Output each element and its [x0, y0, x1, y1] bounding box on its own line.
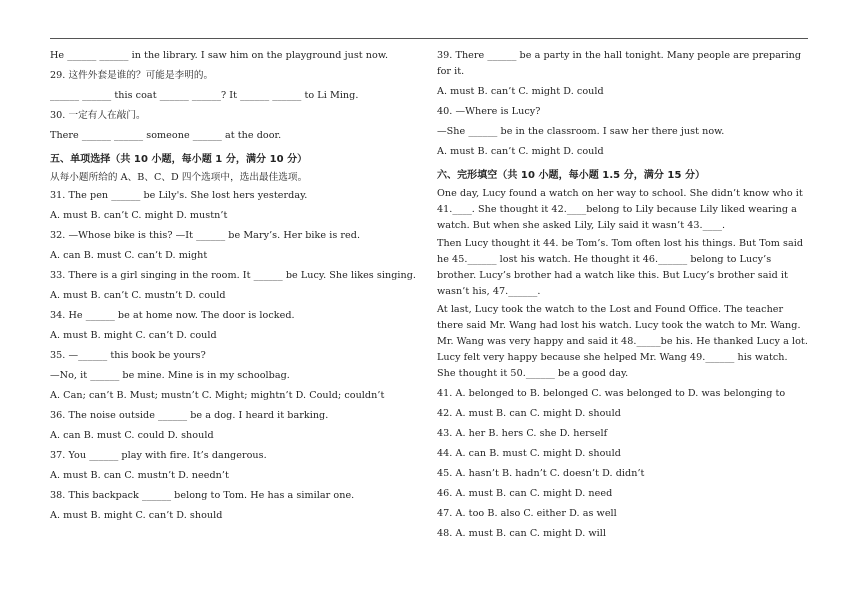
text-line: A. must B. can C. mustn’t D. needn’t — [50, 470, 229, 481]
section-heading: 五、单项选择（共 10 小题，每小题 1 分，满分 10 分） — [50, 154, 308, 165]
text-line: 34. He ______ be at home now. The door is locked. — [50, 310, 295, 321]
text-line: A. must B. can’t C. might D. could — [437, 86, 604, 97]
text-line: ______ ______ this coat ______ ______? It ______ ______ to Li Ming. — [50, 90, 359, 101]
text-line: 40. —Where is Lucy? — [437, 106, 541, 117]
text-line: 47. A. too B. also C. either D. as well — [437, 508, 617, 519]
text-line: At last, Lucy took the watch to the Lost and Found Office. The teacher there said Mr. Wang had lost his watch. Lucy took the watch to Mr. Wang. Mr. Wang was very happy and said it 48._____be his. He thanked Lucy a lot. Lucy felt very happy because she helped Mr. Wang 49.______ his watch. She thought it 50.______ be a good day. — [437, 304, 808, 379]
text-line: 43. A. her B. hers C. she D. herself — [437, 428, 608, 439]
header-rule — [50, 38, 808, 39]
right-column — [437, 48, 809, 542]
text-line: A. Can; can’t B. Must; mustn’t C. Might; mightn’t D. Could; couldn’t — [50, 390, 385, 401]
text-line: A. can B. must C. can’t D. might — [50, 250, 208, 261]
text-line: A. must B. can’t C. might D. mustn’t — [50, 210, 228, 221]
text-line: 39. There ______ be a party in the hall tonight. Many people are preparing for it. — [437, 50, 802, 77]
text-line: A. can B. must C. could D. should — [50, 430, 214, 441]
text-line: 48. A. must B. can C. might D. will — [437, 528, 607, 539]
text-line: 46. A. must B. can C. might D. need — [437, 488, 613, 499]
text-line: 31. The pen ______ be Lily's. She lost hers yesterday. — [50, 190, 308, 201]
text-line: 45. A. hasn’t B. hadn’t C. doesn’t D. didn’t — [437, 468, 645, 479]
text-line: 38. This backpack ______ belong to Tom. He has a similar one. — [50, 490, 355, 501]
text-line: One day, Lucy found a watch on her way to school. She didn’t know who it 41.____. She thought it 42.____belong to Lily because Lily liked wearing a watch. But when she asked Lily, Lily said it wasn’t 43.____. — [437, 188, 803, 231]
text-line: 29. 这件外套是谁的？可能是李明的。 — [50, 70, 214, 81]
text-line: A. must B. might C. can’t D. should — [50, 510, 223, 521]
text-line: 30. 一定有人在敲门。 — [50, 110, 146, 121]
section-heading: 六、完形填空（共 10 小题，每小题 1.5 分，满分 15 分） — [437, 170, 706, 181]
text-line: 33. There is a girl singing in the room. It ______ be Lucy. She likes singing. — [50, 270, 417, 281]
text-line: 37. You ______ play with fire. It’s dangerous. — [50, 450, 267, 461]
text-line: A. must B. might C. can’t D. could — [50, 330, 217, 341]
text-line: Then Lucy thought it 44. be Tom’s. Tom often lost his things. But Tom said he 45.______ lost his watch. He thought it 46.______ belong to Lucy’s brother. Lucy’s brother had a watch like this. But Lucy’s brother said it wasn’t his, 47.______. — [437, 238, 804, 297]
text-line: He ______ ______ in the library. I saw him on the playground just now. — [50, 50, 389, 61]
text-line: 32. —Whose bike is this? —It ______ be Mary’s. Her bike is red. — [50, 230, 361, 241]
text-line: 41. A. belonged to B. belonged C. was belonged to D. was belonging to — [437, 388, 786, 399]
text-line: —No, it ______ be mine. Mine is in my schoolbag. — [50, 370, 290, 381]
text-line: 44. A. can B. must C. might D. should — [437, 448, 621, 459]
text-line: 36. The noise outside ______ be a dog. I heard it barking. — [50, 410, 329, 421]
text-line: A. must B. can’t C. might D. could — [437, 146, 604, 157]
text-line: —She ______ be in the classroom. I saw her there just now. — [437, 126, 725, 137]
text-line: 35. —______ this book be yours? — [50, 350, 206, 361]
text-line: 42. A. must B. can C. might D. should — [437, 408, 621, 419]
left-column — [50, 48, 422, 524]
text-line: There ______ ______ someone ______ at the door. — [50, 130, 282, 141]
text-line: 从每小题所给的 A、B、C、D 四个选项中，选出最佳选项。 — [50, 172, 308, 183]
text-line: A. must B. can’t C. mustn’t D. could — [50, 290, 226, 301]
